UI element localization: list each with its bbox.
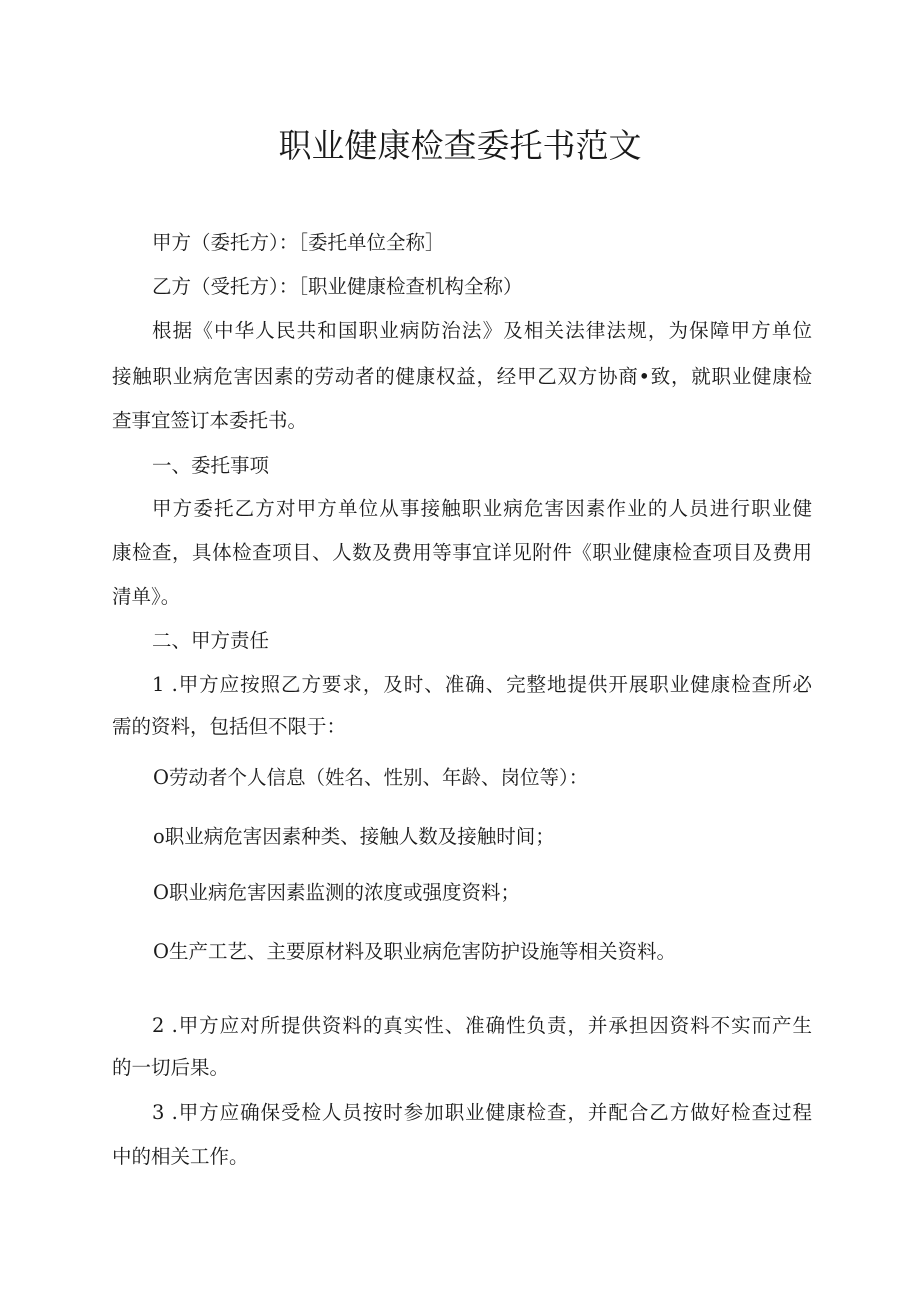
item-3-line-2: 中的相关工作。 [112,1145,249,1168]
item-2-line-2: 的一切后果。 [112,1056,230,1079]
item-2-line-1: 2 .甲方应对所提供资料的真实性、准确性负责，并承担因资料不实而产生 [152,1014,812,1037]
section-1-line-3: 清单》。 [112,585,181,608]
item-3-line-1: 3 .甲方应确保受检人员按时参加职业健康检查，并配合乙方做好检查过程 [152,1101,812,1124]
item-1-line-2: 需的资料，包括但不限于： [112,715,347,738]
section-1-heading: 一、委托事项 [152,454,270,477]
preamble-line-2: 接触职业病危害因素的劳动者的健康权益，经甲乙双方协商•致，就职业健康检 [112,365,812,388]
section-2-heading: 二、甲方责任 [152,629,270,652]
section-1-line-2: 康检查，具体检查项目、人数及费用等事宜详见附件《职业健康检查项目及费用 [112,541,812,564]
section-1-line-1: 甲方委托乙方对甲方单位从事接触职业病危害因素作业的人员进行职业健 [152,497,812,520]
bullet-item-2: o职业病危害因素种类、接触人数及接触时间； [153,825,555,848]
preamble-line-3: 查事宜签订本委托书。 [112,409,308,432]
bullet-item-4: O生产工艺、主要原材料及职业病危害防护设施等相关资料。 [153,940,676,963]
party-b-line: 乙方（受托方）：［职业健康检查机构全称） [152,275,523,298]
document-title: 职业健康检查委托书范文 [278,126,642,165]
party-a-line: 甲方（委托方）：［委托单位全称］ [152,231,445,254]
preamble-line-1: 根据《中华人民共和国职业病防治法》及相关法律法规，为保障甲方单位 [152,319,812,342]
item-1-line-1: 1 .甲方应按照乙方要求，及时、准确、完整地提供开展职业健康检查所必 [152,673,812,696]
bullet-item-3: O职业病危害因素监测的浓度或强度资料； [153,881,520,904]
bullet-item-1: O劳动者个人信息（姓名、性别、年龄、岗位等）： [153,766,589,789]
